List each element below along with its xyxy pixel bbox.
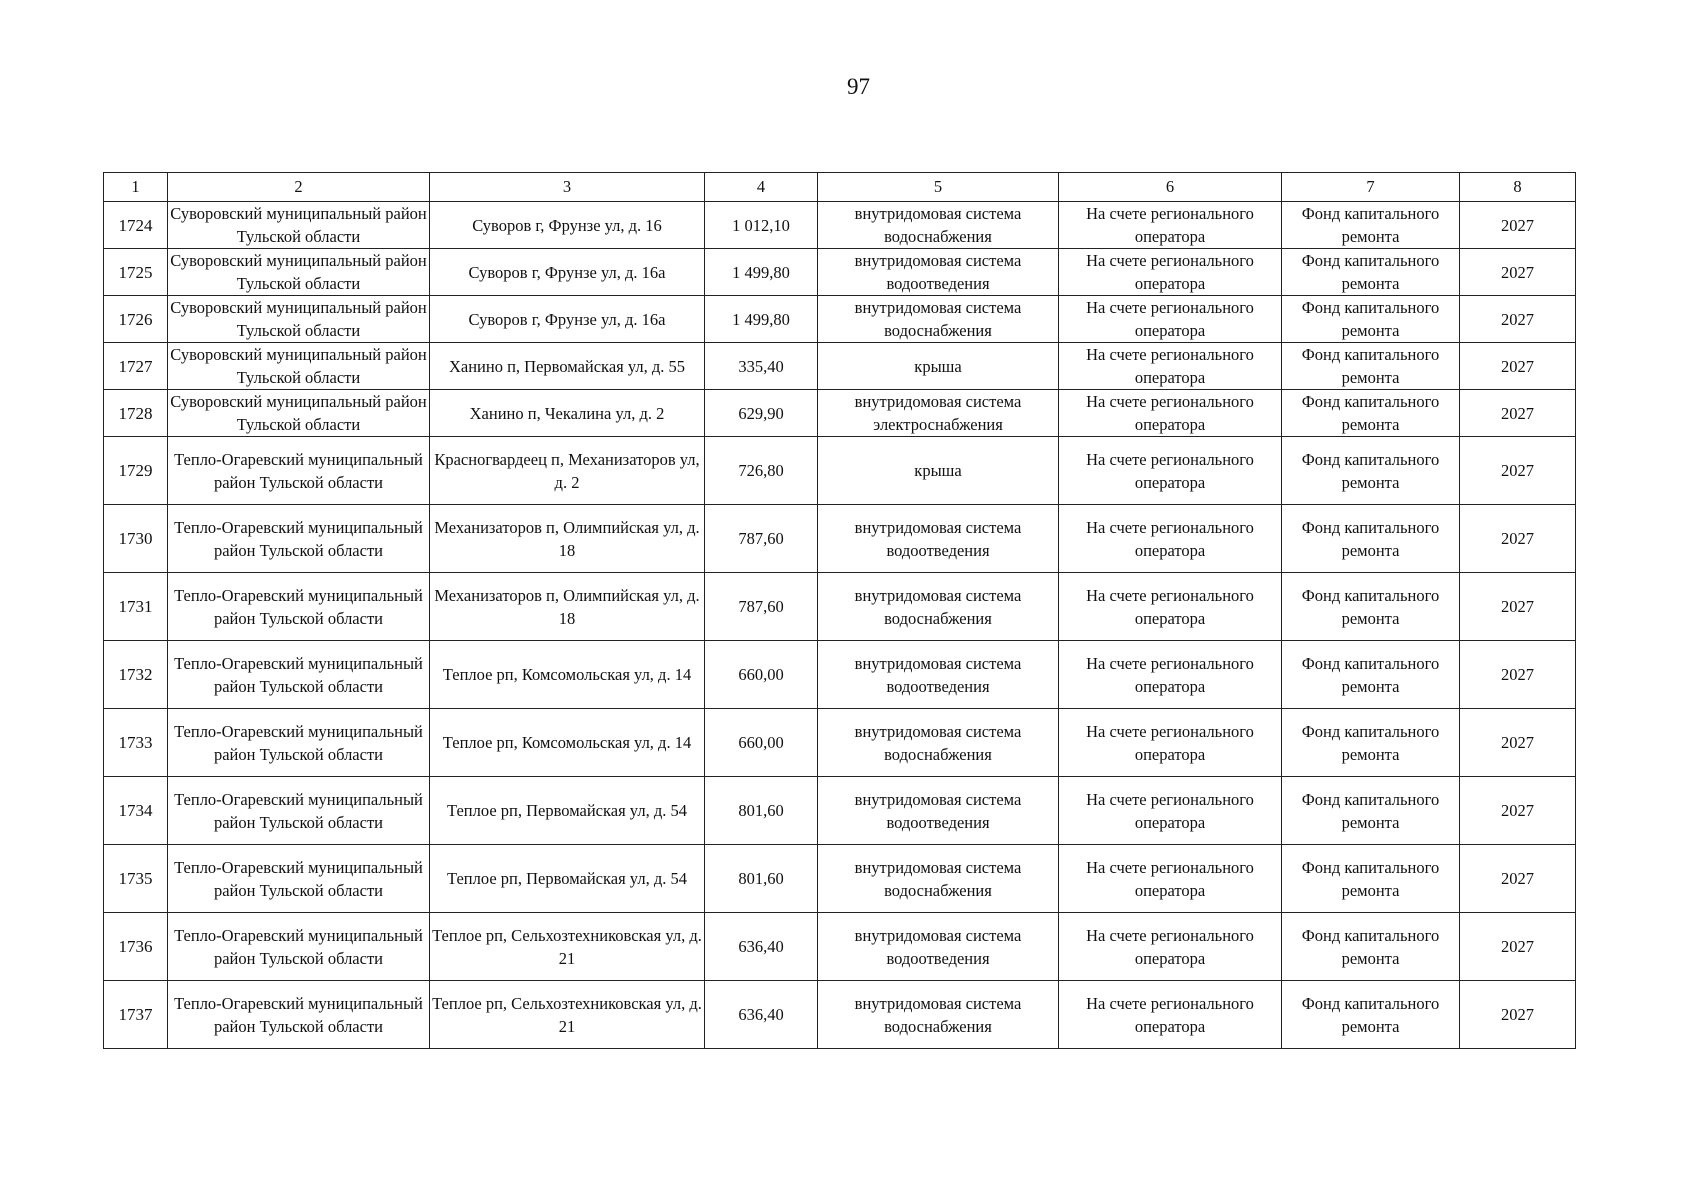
- municipality-cell: Тепло-Огаревский муниципальный район Тульской области: [168, 505, 430, 573]
- area-cell: 660,00: [705, 709, 818, 777]
- municipality-cell: Суворовский муниципальный район Тульской области: [168, 202, 430, 249]
- address-cell: Теплое рп, Сельхозтехниковская ул, д. 21: [430, 913, 705, 981]
- funding-method-cell: На счете регионального оператора: [1059, 845, 1282, 913]
- row-number-cell: 1731: [104, 573, 168, 641]
- work-type-cell: внутридомовая система водоотведения: [818, 249, 1059, 296]
- municipality-cell: Тепло-Огаревский муниципальный район Тульской области: [168, 777, 430, 845]
- address-cell: Теплое рп, Первомайская ул, д. 54: [430, 845, 705, 913]
- year-cell: 2027: [1460, 343, 1576, 390]
- row-number-cell: 1727: [104, 343, 168, 390]
- address-cell: Механизаторов п, Олимпийская ул, д. 18: [430, 505, 705, 573]
- fund-source-cell: Фонд капитального ремонта: [1282, 202, 1460, 249]
- fund-source-cell: Фонд капитального ремонта: [1282, 390, 1460, 437]
- municipality-cell: Тепло-Огаревский муниципальный район Тульской области: [168, 709, 430, 777]
- table-row: [104, 641, 1576, 709]
- work-type-cell: внутридомовая система водоотведения: [818, 913, 1059, 981]
- area-cell: 636,40: [705, 913, 818, 981]
- row-number-cell: 1726: [104, 296, 168, 343]
- funding-method-cell: На счете регионального оператора: [1059, 343, 1282, 390]
- municipality-cell: Суворовский муниципальный район Тульской области: [168, 343, 430, 390]
- funding-method-cell: На счете регионального оператора: [1059, 390, 1282, 437]
- funding-method-cell: На счете регионального оператора: [1059, 709, 1282, 777]
- row-number-cell: 1736: [104, 913, 168, 981]
- work-type-cell: внутридомовая система водоснабжения: [818, 845, 1059, 913]
- table-row: [104, 573, 1576, 641]
- row-number-cell: 1733: [104, 709, 168, 777]
- work-type-cell: внутридомовая система водоснабжения: [818, 981, 1059, 1049]
- table-row: [104, 913, 1576, 981]
- municipality-cell: Тепло-Огаревский муниципальный район Тульской области: [168, 573, 430, 641]
- table-row: [104, 777, 1576, 845]
- work-type-cell: внутридомовая система водоотведения: [818, 777, 1059, 845]
- address-cell: Механизаторов п, Олимпийская ул, д. 18: [430, 573, 705, 641]
- row-number-cell: 1735: [104, 845, 168, 913]
- column-header: 2: [168, 173, 430, 202]
- column-header: 5: [818, 173, 1059, 202]
- work-type-cell: внутридомовая система водоотведения: [818, 505, 1059, 573]
- year-cell: 2027: [1460, 296, 1576, 343]
- funding-method-cell: На счете регионального оператора: [1059, 437, 1282, 505]
- fund-source-cell: Фонд капитального ремонта: [1282, 777, 1460, 845]
- year-cell: 2027: [1460, 913, 1576, 981]
- work-type-cell: внутридомовая система водоснабжения: [818, 202, 1059, 249]
- year-cell: 2027: [1460, 845, 1576, 913]
- municipality-cell: Тепло-Огаревский муниципальный район Тульской области: [168, 641, 430, 709]
- table-row: [104, 981, 1576, 1049]
- table-row: [104, 437, 1576, 505]
- fund-source-cell: Фонд капитального ремонта: [1282, 981, 1460, 1049]
- row-number-cell: 1729: [104, 437, 168, 505]
- funding-method-cell: На счете регионального оператора: [1059, 202, 1282, 249]
- table-row: [104, 845, 1576, 913]
- funding-method-cell: На счете регионального оператора: [1059, 573, 1282, 641]
- fund-source-cell: Фонд капитального ремонта: [1282, 709, 1460, 777]
- column-header: 8: [1460, 173, 1576, 202]
- area-cell: 801,60: [705, 845, 818, 913]
- work-type-cell: внутридомовая система водоснабжения: [818, 709, 1059, 777]
- fund-source-cell: Фонд капитального ремонта: [1282, 505, 1460, 573]
- area-cell: 636,40: [705, 981, 818, 1049]
- row-number-cell: 1737: [104, 981, 168, 1049]
- address-cell: Теплое рп, Сельхозтехниковская ул, д. 21: [430, 981, 705, 1049]
- year-cell: 2027: [1460, 573, 1576, 641]
- row-number-cell: 1728: [104, 390, 168, 437]
- area-cell: 787,60: [705, 505, 818, 573]
- address-cell: Красногвардеец п, Механизаторов ул, д. 2: [430, 437, 705, 505]
- row-number-cell: 1732: [104, 641, 168, 709]
- area-cell: 1 499,80: [705, 249, 818, 296]
- funding-method-cell: На счете регионального оператора: [1059, 296, 1282, 343]
- municipality-cell: Тепло-Огаревский муниципальный район Тульской области: [168, 845, 430, 913]
- row-number-cell: 1724: [104, 202, 168, 249]
- page-number: 97: [847, 74, 870, 99]
- work-type-cell: крыша: [818, 437, 1059, 505]
- funding-method-cell: На счете регионального оператора: [1059, 777, 1282, 845]
- work-type-cell: крыша: [818, 343, 1059, 390]
- fund-source-cell: Фонд капитального ремонта: [1282, 641, 1460, 709]
- area-cell: 660,00: [705, 641, 818, 709]
- municipality-cell: Тепло-Огаревский муниципальный район Тульской области: [168, 981, 430, 1049]
- row-number-cell: 1734: [104, 777, 168, 845]
- area-cell: 787,60: [705, 573, 818, 641]
- work-type-cell: внутридомовая система водоотведения: [818, 641, 1059, 709]
- header-row: [104, 173, 1576, 202]
- year-cell: 2027: [1460, 709, 1576, 777]
- column-header: 6: [1059, 173, 1282, 202]
- fund-source-cell: Фонд капитального ремонта: [1282, 249, 1460, 296]
- address-cell: Теплое рп, Комсомольская ул, д. 14: [430, 641, 705, 709]
- funding-method-cell: На счете регионального оператора: [1059, 981, 1282, 1049]
- capital-repair-table: [103, 172, 1576, 1049]
- column-header: 7: [1282, 173, 1460, 202]
- table-row: [104, 202, 1576, 249]
- year-cell: 2027: [1460, 981, 1576, 1049]
- column-header: 1: [104, 173, 168, 202]
- fund-source-cell: Фонд капитального ремонта: [1282, 343, 1460, 390]
- table-row: [104, 505, 1576, 573]
- municipality-cell: Тепло-Огаревский муниципальный район Тульской области: [168, 437, 430, 505]
- address-cell: Теплое рп, Комсомольская ул, д. 14: [430, 709, 705, 777]
- row-number-cell: 1730: [104, 505, 168, 573]
- year-cell: 2027: [1460, 641, 1576, 709]
- address-cell: Суворов г, Фрунзе ул, д. 16а: [430, 249, 705, 296]
- municipality-cell: Суворовский муниципальный район Тульской области: [168, 296, 430, 343]
- funding-method-cell: На счете регионального оператора: [1059, 249, 1282, 296]
- table-row: [104, 343, 1576, 390]
- table-row: [104, 390, 1576, 437]
- area-cell: 629,90: [705, 390, 818, 437]
- table-row: [104, 709, 1576, 777]
- table-row: [104, 296, 1576, 343]
- address-cell: Суворов г, Фрунзе ул, д. 16а: [430, 296, 705, 343]
- column-header: 4: [705, 173, 818, 202]
- fund-source-cell: Фонд капитального ремонта: [1282, 573, 1460, 641]
- table-row: [104, 249, 1576, 296]
- municipality-cell: Суворовский муниципальный район Тульской области: [168, 249, 430, 296]
- funding-method-cell: На счете регионального оператора: [1059, 641, 1282, 709]
- area-cell: 335,40: [705, 343, 818, 390]
- work-type-cell: внутридомовая система водоснабжения: [818, 573, 1059, 641]
- column-header: 3: [430, 173, 705, 202]
- funding-method-cell: На счете регионального оператора: [1059, 913, 1282, 981]
- year-cell: 2027: [1460, 390, 1576, 437]
- year-cell: 2027: [1460, 505, 1576, 573]
- year-cell: 2027: [1460, 249, 1576, 296]
- fund-source-cell: Фонд капитального ремонта: [1282, 437, 1460, 505]
- municipality-cell: Тепло-Огаревский муниципальный район Тульской области: [168, 913, 430, 981]
- municipality-cell: Суворовский муниципальный район Тульской области: [168, 390, 430, 437]
- work-type-cell: внутридомовая система электроснабжения: [818, 390, 1059, 437]
- fund-source-cell: Фонд капитального ремонта: [1282, 296, 1460, 343]
- year-cell: 2027: [1460, 202, 1576, 249]
- address-cell: Теплое рп, Первомайская ул, д. 54: [430, 777, 705, 845]
- address-cell: Ханино п, Чекалина ул, д. 2: [430, 390, 705, 437]
- address-cell: Суворов г, Фрунзе ул, д. 16: [430, 202, 705, 249]
- work-type-cell: внутридомовая система водоснабжения: [818, 296, 1059, 343]
- year-cell: 2027: [1460, 437, 1576, 505]
- fund-source-cell: Фонд капитального ремонта: [1282, 913, 1460, 981]
- area-cell: 1 012,10: [705, 202, 818, 249]
- fund-source-cell: Фонд капитального ремонта: [1282, 845, 1460, 913]
- area-cell: 801,60: [705, 777, 818, 845]
- funding-method-cell: На счете регионального оператора: [1059, 505, 1282, 573]
- year-cell: 2027: [1460, 777, 1576, 845]
- area-cell: 1 499,80: [705, 296, 818, 343]
- address-cell: Ханино п, Первомайская ул, д. 55: [430, 343, 705, 390]
- area-cell: 726,80: [705, 437, 818, 505]
- row-number-cell: 1725: [104, 249, 168, 296]
